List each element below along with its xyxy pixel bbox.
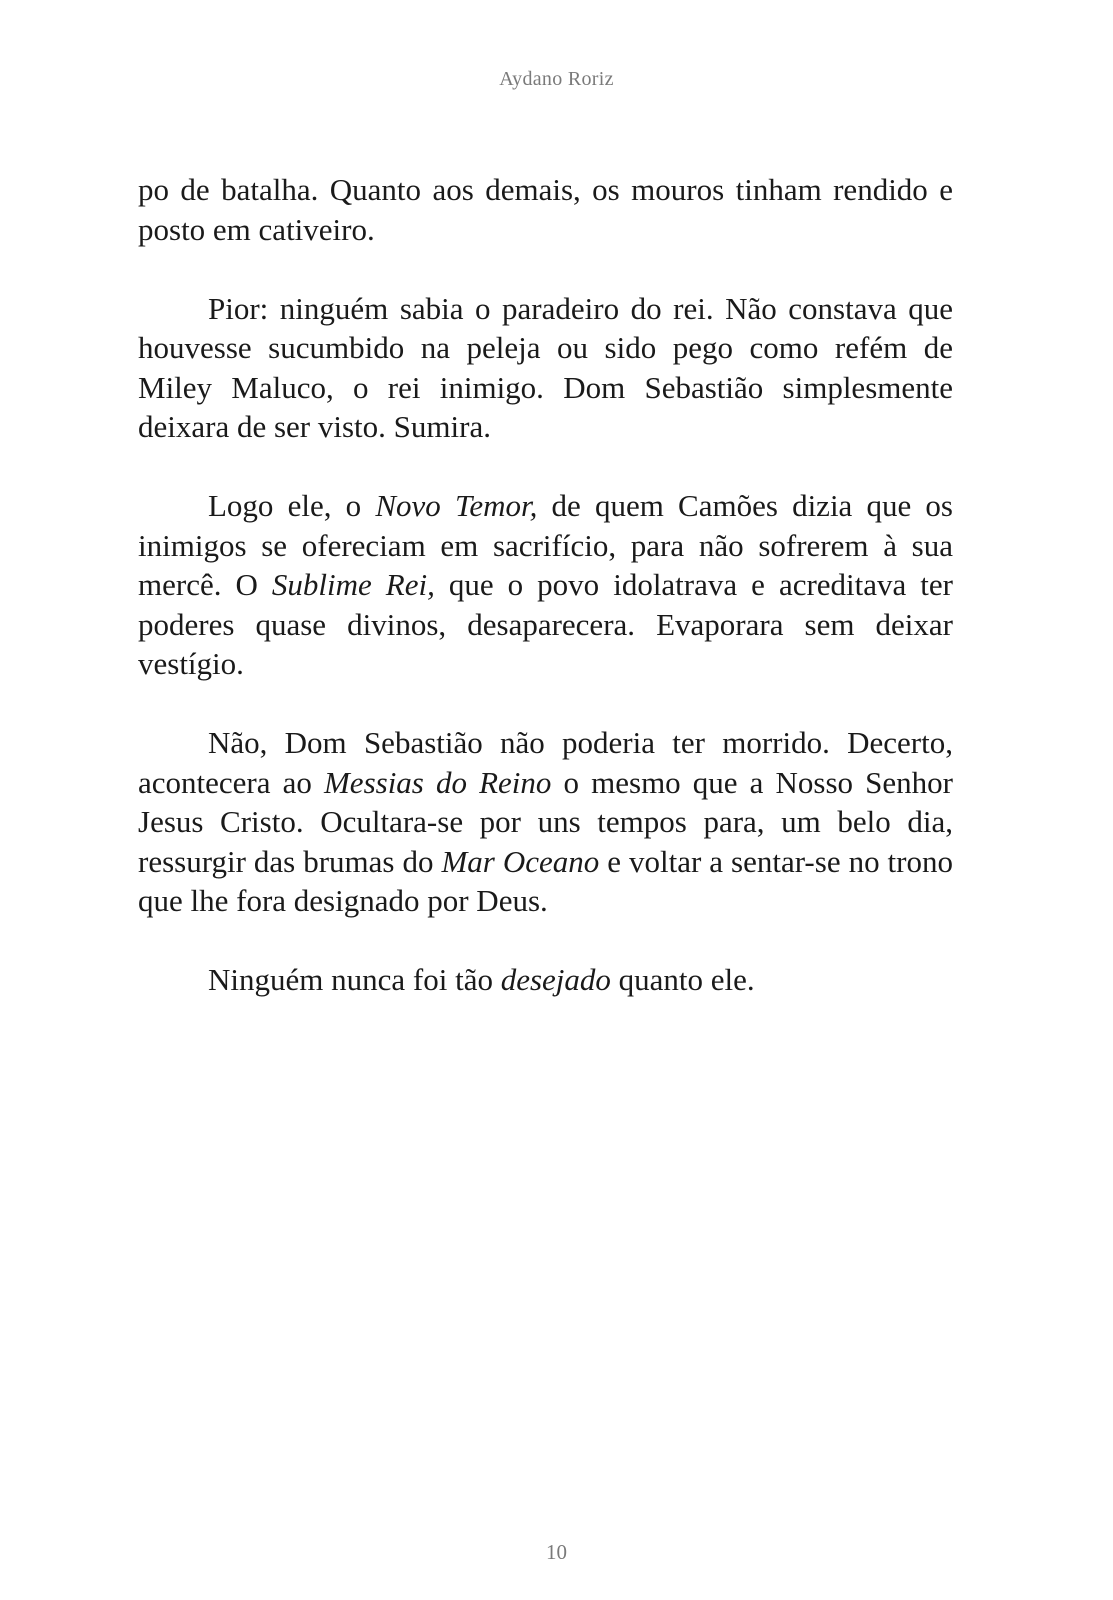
italic-sublime-rei: Sublime Rei, (271, 567, 435, 602)
body-text (138, 170, 953, 1039)
italic-novo-temor: Novo Temor, (375, 488, 538, 523)
running-header: Aydano Roriz (499, 68, 614, 90)
italic-messias-do-reino: Messias do Reino (323, 764, 552, 800)
paragraph-3-text-3: que o povo idolatrava e acreditava ter poderes quase divinos, desaparecera. Evaporara sem deixar vestígio. (138, 567, 954, 681)
paragraph-4-text-3: e voltar a sentar-se no trono que lhe fora designado por Deus. (138, 843, 953, 918)
paragraph-5-text-1: Ninguém nunca foi tão (208, 962, 501, 997)
paragraph-3 (138, 486, 953, 684)
paragraph-4-text-1: Não, Dom Sebastião não poderia ter morrido. Decerto, acontecera ao (138, 725, 953, 800)
italic-mar-oceano: Mar Oceano (441, 843, 600, 879)
italic-desejado: desejado (500, 962, 611, 997)
paragraph-4 (138, 723, 953, 921)
page-number: 10 (546, 1540, 567, 1564)
paragraph-4-text-2: o mesmo que a Nosso Senhor Jesus Cristo. Ocultara-se por uns tempos para, um belo dia, ressurgir das brumas do (138, 764, 953, 879)
paragraph-5 (138, 960, 953, 1000)
paragraph-3-text-1: Logo ele, o (208, 488, 376, 523)
paragraph-3-text-2: de quem Camões dizia que os inimigos se ofereciam em sacrifício, para não sofrerem à sua mercê. O (138, 488, 953, 602)
paragraph-2: Pior: ninguém sabia o paradeiro do rei. Não constava que houvesse sucumbido na peleja ou sido pego como refém de Miley Maluco, o rei inimigo. Dom Sebastião simplesmente deixara de ser visto. Sumira. (138, 290, 953, 444)
paragraph-1: po de batalha. Quanto aos demais, os mouros tinham rendido e posto em cativeiro. (138, 172, 953, 247)
paragraph-5-text-2: quanto ele. (610, 962, 755, 997)
